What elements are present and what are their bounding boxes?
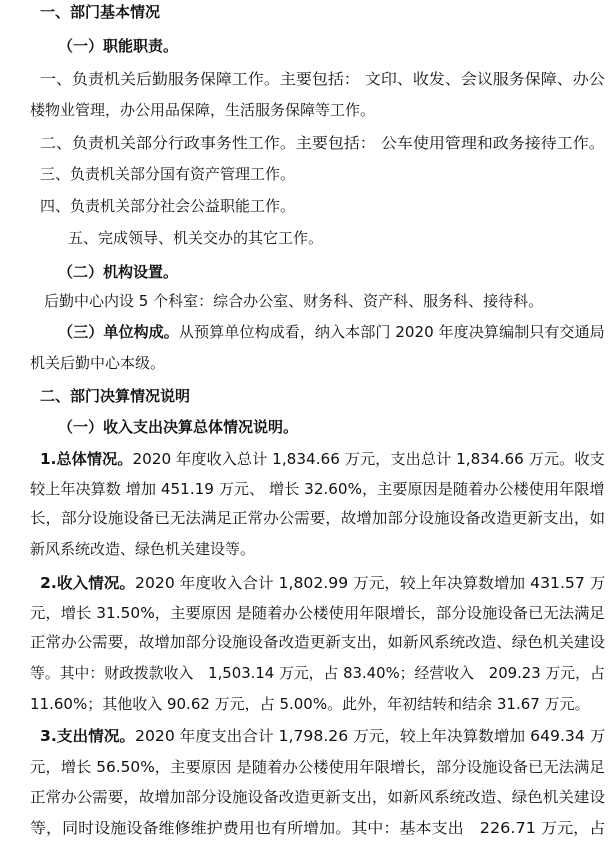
text-line: [30, 604, 605, 622]
text-line: [30, 480, 605, 498]
text-line: [40, 165, 295, 183]
body-text: 较上年决算数 增加 451.19 万元、 增长 32.60%，主要原因是随着办公楼使用年限增: [30, 480, 605, 498]
bold-heading-text: 3.支出情况。: [40, 727, 136, 745]
text-line: [30, 354, 165, 372]
text-line: [40, 574, 605, 592]
body-text: 五、完成领导、机关交办的其它工作。: [68, 229, 324, 247]
body-text: 从预算单位构成看，纳入本部门 2020 年度决算编制只有交通局: [178, 323, 605, 341]
text-line: [30, 540, 255, 558]
text-line: [68, 229, 323, 247]
body-text: 正常办公需要，故增加部分设施设备改造更新支出，如新风系统改造、绿色机关建设: [30, 788, 605, 806]
text-line: [58, 323, 605, 341]
text-line: [40, 3, 160, 21]
bold-heading-text: 一、部门基本情况: [40, 3, 161, 21]
bold-heading-text: （一）收入支出决算总体情况说明。: [58, 418, 299, 436]
body-text: 一、负责机关后勤服务保障工作。主要包括： 文印、收发、会议服务保障、办公: [40, 70, 605, 88]
body-text: 新风系统改造、绿色机关建设等。: [30, 540, 256, 558]
body-text: 2020 年度收入合计 1,802.99 万元，较上年决算数增加 431.57 万: [135, 574, 606, 592]
body-text: 三、负责机关部分国有资产管理工作。: [40, 165, 296, 183]
text-line: [40, 197, 295, 215]
text-line: [40, 134, 605, 152]
text-line: [30, 101, 375, 119]
text-line: [58, 263, 178, 281]
bold-heading-text: （一）职能职责。: [58, 37, 179, 55]
body-text: 2020 年度支出合计 1,798.26 万元，较上年决算数增加 649.34 万: [135, 727, 606, 745]
body-text: 机关后勤中心本级。: [30, 354, 166, 372]
bold-heading-text: 1.总体情况。: [40, 450, 133, 468]
text-line: [30, 633, 605, 651]
body-text: 元，增长 31.50%，主要原因 是随着办公楼使用年限增长，部分设施设备已无法满足: [30, 604, 605, 622]
body-text: 二、负责机关部分行政事务性工作。主要包括： 公车使用管理和政务接待工作。: [40, 134, 605, 152]
body-text: 等。其中：财政拨款收入 1,503.14 万元，占 83.40%；经营收入 209.23 万元，占: [30, 664, 605, 682]
body-text: 长，部分设施设备已无法满足正常办公需要，故增加部分设施设备改造更新支出，如: [30, 509, 605, 527]
text-line: [40, 70, 605, 88]
text-line: [40, 450, 605, 468]
body-text: 楼物业管理，办公用品保障，生活服务保障等工作。: [30, 101, 376, 119]
body-text: 11.60%；其他收入 90.62 万元，占 5.00%。此外，年初结转和结余 31.67 万元。: [30, 695, 590, 713]
bold-heading-text: 2.收入情况。: [40, 574, 136, 592]
text-line: [58, 37, 178, 55]
body-text: 正常办公需要，故增加部分设施设备改造更新支出，如新风系统改造、绿色机关建设: [30, 633, 605, 651]
text-line: [30, 695, 590, 713]
body-text: 2020 年度收入总计 1,834.66 万元，支出总计 1,834.66 万元。收支: [132, 450, 605, 468]
body-text: 等，同时设施设备维修维护费用也有所增加。其中：基本支出 226.71 万元，占: [30, 819, 606, 837]
body-text: 四、负责机关部分社会公益职能工作。: [40, 197, 296, 215]
bold-heading-text: （二）机构设置。: [58, 263, 179, 281]
text-line: [30, 788, 605, 806]
text-line: [30, 819, 605, 837]
bold-heading-text: 二、部门决算情况说明: [40, 387, 191, 405]
bold-heading-text: （三）单位构成。: [58, 323, 179, 341]
body-text: 后勤中心内设 5 个科室：综合办公室、财务科、资产科、服务科、接待科。: [44, 292, 544, 310]
text-line: [30, 758, 605, 776]
text-line: [30, 509, 605, 527]
text-line: [30, 664, 605, 682]
text-line: [40, 727, 605, 745]
text-line: [44, 292, 543, 310]
body-text: 元，增长 56.50%，主要原因 是随着办公楼使用年限增长，部分设施设备已无法满足: [30, 758, 605, 776]
text-line: [58, 418, 298, 436]
text-line: [40, 387, 190, 405]
